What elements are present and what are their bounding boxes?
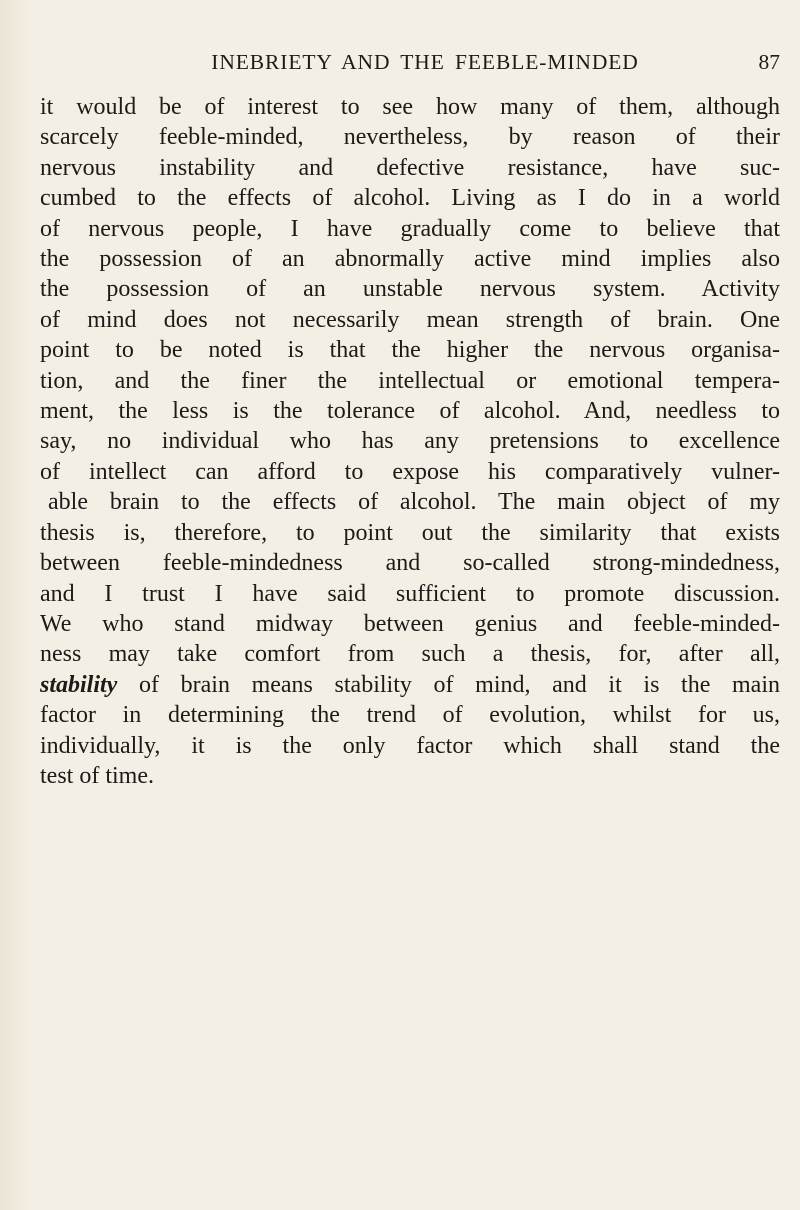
page-number: 87 <box>758 50 780 74</box>
text-line: between feeble-mindedness and so-called strong-mindedness, <box>40 550 780 577</box>
text-line: scarcely feeble-minded, nevertheless, by reason of their <box>40 124 780 151</box>
text-line: the possession of an abnormally active mind implies also <box>40 246 780 273</box>
text-line: individually, it is the only factor which shall stand the <box>40 732 780 759</box>
body-paragraph <box>40 92 780 791</box>
text-line: thesis is, therefore, to point out the similarity that exists <box>40 519 780 546</box>
italic-word: stability <box>40 671 118 698</box>
text-line: of mind does not necessarily mean strength of brain. One <box>40 306 780 333</box>
text-line-rest: of brain means stability of mind, and it is the main <box>139 671 781 698</box>
text-line: test of time. <box>40 762 154 789</box>
text-line: say, no individual who has any pretensions to excellence <box>40 428 780 455</box>
text-line: able brain to the effects of alcohol. The main object of my <box>48 489 780 516</box>
text-line: and I trust I have said sufficient to promote discussion. <box>40 580 780 607</box>
text-line: factor in determining the trend of evolution, whilst for us, <box>40 702 780 729</box>
text-line-with-italic <box>40 670 780 700</box>
text-line: it would be of interest to see how many of them, although <box>40 94 780 120</box>
running-title: INEBRIETY AND THE FEEBLE-MINDED <box>211 50 639 74</box>
text-line: ment, the less is the tolerance of alcohol. And, needless to <box>40 398 780 425</box>
text-line: of nervous people, I have gradually come to believe that <box>40 215 780 242</box>
text-line: We who stand midway between genius and feeble-minded- <box>40 610 780 637</box>
text-line: point to be noted is that the higher the nervous organisa- <box>40 337 780 364</box>
text-line: nervous instability and defective resistance, have suc- <box>40 154 780 181</box>
running-head <box>60 46 780 78</box>
text-line: of intellect can afford to expose his comparatively vulner- <box>40 458 780 485</box>
text-line: the possession of an unstable nervous system. Activity <box>40 276 780 303</box>
text-line: ness may take comfort from such a thesis, for, after all, <box>40 641 780 668</box>
text-line: cumbed to the effects of alcohol. Living as I do in a world <box>40 185 780 212</box>
text-line: tion, and the finer the intellectual or emotional tempera- <box>40 367 780 394</box>
